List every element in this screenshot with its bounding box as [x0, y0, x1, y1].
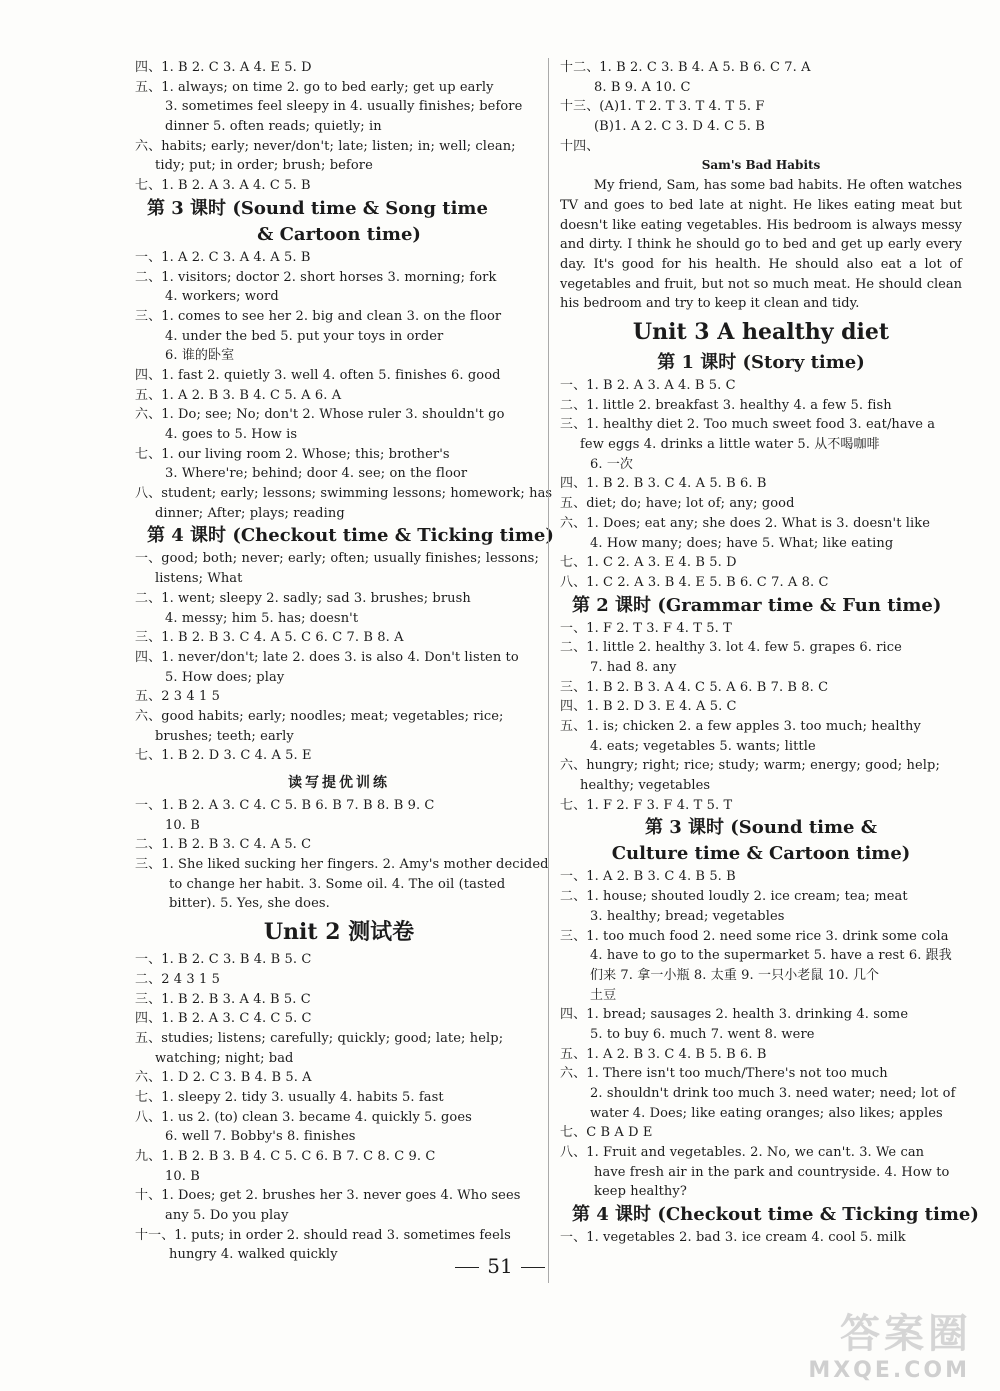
answer-line: 8. B 9. A 10. C	[594, 79, 691, 95]
answer-line: 三、1. B 2. B 3. A 4. C 5. A 6. B 7. B 8. C	[560, 679, 829, 695]
answer-line: 五、2 3 4 1 5	[135, 689, 220, 705]
answer-line: 五、1. always; on time 2. go to bed early; get up early	[135, 79, 494, 95]
answer-line: 一、1. B 2. C 3. B 4. B 5. C	[135, 952, 312, 968]
answer-line: 4. workers; word	[165, 289, 279, 305]
answer-line: 4. eats; vegetables 5. wants; little	[590, 738, 816, 754]
answer-line: 6. 谁的卧室	[165, 348, 235, 364]
answer-line: 六、1. Do; see; No; don't 2. Whose ruler 3. shouldn't go	[135, 407, 505, 423]
answer-line: 二、1. little 2. breakfast 3. healthy 4. a few 5. fish	[560, 397, 892, 413]
answer-line: 二、1. house; shouted loudly 2. ice cream; tea; meat	[560, 889, 908, 905]
answer-line: 一、1. B 2. A 3. A 4. B 5. C	[560, 378, 736, 394]
answer-line: hungry 4. walked quickly	[169, 1247, 338, 1263]
lesson-heading: 第 3 课时 (Sound time & Song time	[147, 197, 488, 219]
answer-line: 四、1. fast 2. quietly 3. well 4. often 5. finishes 6. good	[135, 367, 501, 383]
answer-line: 10. B	[165, 817, 200, 833]
answer-line: 七、1. B 2. A 3. A 4. C 5. B	[135, 178, 311, 194]
answer-line: 四、1. never/don't; late 2. does 3. is also 4. Don't listen to	[135, 649, 519, 665]
answer-line: to change her habit. 3. Some oil. 4. The oil (tasted	[169, 876, 506, 892]
page-number-dash-left	[455, 1267, 479, 1268]
answer-line: 4. goes to 5. How is	[165, 427, 298, 442]
answer-line: have fresh air in the park and countryside. 4. How to	[594, 1164, 950, 1180]
answer-line: 4. messy; him 5. has; doesn't	[165, 610, 359, 626]
answer-line: watching; night; bad	[155, 1050, 294, 1066]
answer-line: 4. under the bed 5. put your toys in order	[165, 328, 444, 344]
answer-line: 十二、1. B 2. C 3. B 4. A 5. B 6. C 7. A	[560, 60, 811, 75]
answer-line: 6. 一次	[590, 456, 634, 472]
answer-line: 5. to buy 6. much 7. went 8. were	[590, 1026, 815, 1042]
unit-heading: Unit 2 测试卷	[263, 919, 415, 946]
answer-line: 4. How many; does; have 5. What; like eating	[590, 535, 894, 551]
answer-line: (B)1. A 2. C 3. D 4. C 5. B	[594, 119, 765, 135]
answer-line: 3. sometimes feel sleepy in 4. usually finishes; before	[165, 99, 523, 115]
answer-line: any 5. Do you play	[165, 1208, 289, 1224]
answer-line: healthy; vegetables	[580, 778, 711, 794]
lesson-heading: Culture time & Cartoon time)	[611, 843, 911, 865]
answer-line: 六、1. D 2. C 3. B 4. B 5. A	[135, 1070, 312, 1086]
right-column	[560, 58, 979, 1248]
answer-line: 七、1. sleepy 2. tidy 3. usually 4. habits 5. fast	[135, 1089, 444, 1105]
answer-line: 三、1. comes to see her 2. big and clean 3. on the floor	[135, 308, 502, 324]
answer-line: 土豆	[590, 987, 617, 1003]
answer-line: 十、1. Does; get 2. brushes her 3. never goes 4. Who sees	[135, 1188, 521, 1204]
answer-line: 二、1. visitors; doctor 2. short horses 3. morning; fork	[135, 269, 497, 285]
answer-line: 二、2 4 3 1 5	[135, 971, 220, 987]
answer-line: 十四、	[560, 138, 600, 154]
answer-line: few eggs 4. drinks a little water 5. 从不喝咖啡	[580, 437, 880, 453]
column-divider	[548, 58, 549, 1283]
answer-line: 四、1. B 2. C 3. A 4. E 5. D	[135, 60, 312, 75]
lesson-heading: & Cartoon time)	[257, 223, 421, 245]
answer-line: 一、1. A 2. B 3. C 4. B 5. B	[560, 869, 736, 885]
answer-line: 七、1. C 2. A 3. E 4. B 5. D	[560, 555, 737, 571]
answer-line: 六、habits; early; never/don't; late; listen; in; well; clean;	[135, 138, 516, 154]
answer-line: 6. well 7. Bobby's 8. finishes	[165, 1129, 356, 1145]
lesson-heading: 第 4 课时 (Checkout time & Ticking time)	[572, 1204, 979, 1226]
answer-line: bitter). 5. Yes, she does.	[169, 896, 330, 912]
answer-line: 二、1. B 2. B 3. C 4. A 5. C	[135, 837, 312, 853]
answer-line: 九、1. B 2. B 3. B 4. C 5. C 6. B 7. C 8. C 9. C	[135, 1149, 436, 1164]
answer-line: 一、1. A 2. C 3. A 4. A 5. B	[135, 249, 311, 265]
right-column-top	[560, 58, 962, 156]
answer-line: 十三、(A)1. T 2. T 3. T 4. T 5. F	[560, 99, 765, 115]
answer-line: 八、1. C 2. A 3. B 4. E 5. B 6. C 7. A 8. C	[560, 574, 829, 590]
answer-line: 七、1. F 2. F 3. F 4. T 5. T	[560, 797, 733, 813]
answer-line: 一、good; both; never; early; often; usually finishes; lessons;	[135, 551, 539, 567]
answer-line: 三、1. She liked sucking her fingers. 2. Amy's mother decided	[135, 857, 549, 873]
answer-line: 七、1. B 2. D 3. C 4. A 5. E	[135, 748, 312, 764]
answer-line: 六、1. There isn't too much/There's not too much	[560, 1066, 888, 1082]
answer-line: 十一、1. puts; in order 2. should read 3. sometimes feels	[135, 1227, 511, 1243]
lesson-heading: 第 1 课时 (Story time)	[657, 352, 865, 374]
answer-line: 二、1. went; sleepy 2. sadly; sad 3. brushes; brush	[135, 590, 471, 606]
answer-line: 一、1. F 2. T 3. F 4. T 5. T	[560, 620, 732, 636]
answer-line: 一、1. B 2. A 3. C 4. C 5. B 6. B 7. B 8. B 9. C	[135, 798, 435, 813]
lesson-heading: 第 4 课时 (Checkout time & Ticking time)	[147, 525, 554, 547]
answer-line: 五、1. A 2. B 3. C 4. B 5. B 6. B	[560, 1046, 767, 1062]
watermark-logo: 答案圈	[840, 1310, 972, 1357]
page-number	[0, 1254, 1000, 1278]
answer-line: 七、C B A D E	[560, 1125, 653, 1141]
answer-line: tidy; put; in order; brush; before	[155, 158, 373, 174]
left-column	[135, 58, 554, 1265]
answer-line: 一、1. vegetables 2. bad 3. ice cream 4. cool 5. milk	[560, 1230, 906, 1246]
answer-line: 10. B	[165, 1168, 200, 1184]
answer-line: 五、1. A 2. B 3. B 4. C 5. A 6. A	[135, 387, 342, 403]
page-number-value: 51	[487, 1254, 513, 1278]
answer-line: 六、hungry; right; rice; study; warm; energy; good; help;	[560, 758, 940, 774]
essay-title: Sam's Bad Habits	[701, 158, 821, 173]
answer-line: 五、diet; do; have; lot of; any; good	[560, 496, 795, 512]
answer-line: 六、1. Does; eat any; she does 2. What is 3. doesn't like	[560, 515, 931, 531]
answer-line: 八、1. us 2. (to) clean 3. became 4. quickly 5. goes	[135, 1109, 472, 1125]
answer-line: 二、1. little 2. healthy 3. lot 4. few 5. grapes 6. rice	[560, 640, 902, 656]
answer-line: 4. have to go to the supermarket 5. have a rest 6. 跟我	[590, 948, 952, 964]
answer-line: 五、1. is; chicken 2. a few apples 3. too much; healthy	[560, 719, 921, 735]
answer-line: 7. had 8. any	[590, 659, 677, 675]
essay-text: My friend, Sam, has some bad habits. He often watches TV and goes to bed late at night. He likes eating meat but doesn't like eating vegetables. His bedroom is always messy and dirty. I think he should go to bed and get up early every day. It's good for his health. He should also eat a lot of vegetables and fruit, but not so much meat. He should clean his bedroom and try to keep it clean and tidy.	[560, 178, 962, 312]
lesson-heading: 第 2 课时 (Grammar time & Fun time)	[572, 594, 942, 616]
answer-line: 5. How does; play	[165, 669, 285, 685]
answer-line: brushes; teeth; early	[155, 728, 294, 744]
answer-line: dinner 5. often reads; quietly; in	[165, 119, 382, 135]
answer-line: 八、1. Fruit and vegetables. 2. No, we can't. 3. We can	[560, 1145, 925, 1161]
answer-line: 3. healthy; bread; vegetables	[590, 908, 785, 924]
answer-line: 八、student; early; lessons; swimming lessons; homework; has	[135, 486, 553, 502]
answer-line: 四、1. bread; sausages 2. health 3. drinking 4. some	[560, 1007, 909, 1023]
answer-line: 四、1. B 2. A 3. C 4. C 5. C	[135, 1011, 312, 1027]
answer-line: 3. Where're; behind; door 4. see; on the floor	[165, 466, 468, 482]
lesson-heading: 第 3 课时 (Sound time &	[644, 817, 878, 839]
answer-line: 三、1. too much food 2. need some rice 3. drink some cola	[560, 928, 949, 944]
answer-line: 三、1. B 2. B 3. C 4. A 5. C 6. C 7. B 8. A	[135, 630, 404, 646]
answer-line: listens; What	[155, 571, 243, 587]
answer-line: 四、1. B 2. D 3. E 4. A 5. C	[560, 699, 737, 715]
right-column-bottom	[560, 314, 979, 1248]
answer-line: water 4. Does; like eating oranges; also likes; apples	[590, 1105, 943, 1121]
answer-line: 六、good habits; early; noodles; meat; vegetables; rice;	[135, 708, 504, 724]
answer-line: 七、1. our living room 2. Whose; this; brother's	[135, 446, 450, 462]
answer-line: 五、studies; listens; carefully; quickly; good; late; help;	[135, 1030, 504, 1046]
unit-heading: Unit 3 A healthy diet	[632, 319, 890, 346]
answer-line: 四、1. B 2. B 3. C 4. A 5. B 6. B	[560, 476, 767, 492]
answer-line: 2. shouldn't drink too much 3. need water; need; lot of	[590, 1086, 956, 1102]
answer-line: 三、1. B 2. B 3. A 4. B 5. C	[135, 991, 311, 1007]
answer-line: 们来 7. 拿一小瓶 8. 太重 9. 一只小老鼠 10. 几个	[590, 967, 880, 983]
watermark-url: MXQE.COM	[808, 1358, 970, 1383]
answer-line: dinner; After; plays; reading	[155, 505, 345, 521]
answer-line: 三、1. healthy diet 2. Too much sweet food 3. eat/have a	[560, 417, 936, 433]
page-number-dash-right	[521, 1267, 545, 1268]
section-subheading: 读写提优训练	[288, 775, 390, 791]
answer-line: keep healthy?	[594, 1184, 687, 1200]
